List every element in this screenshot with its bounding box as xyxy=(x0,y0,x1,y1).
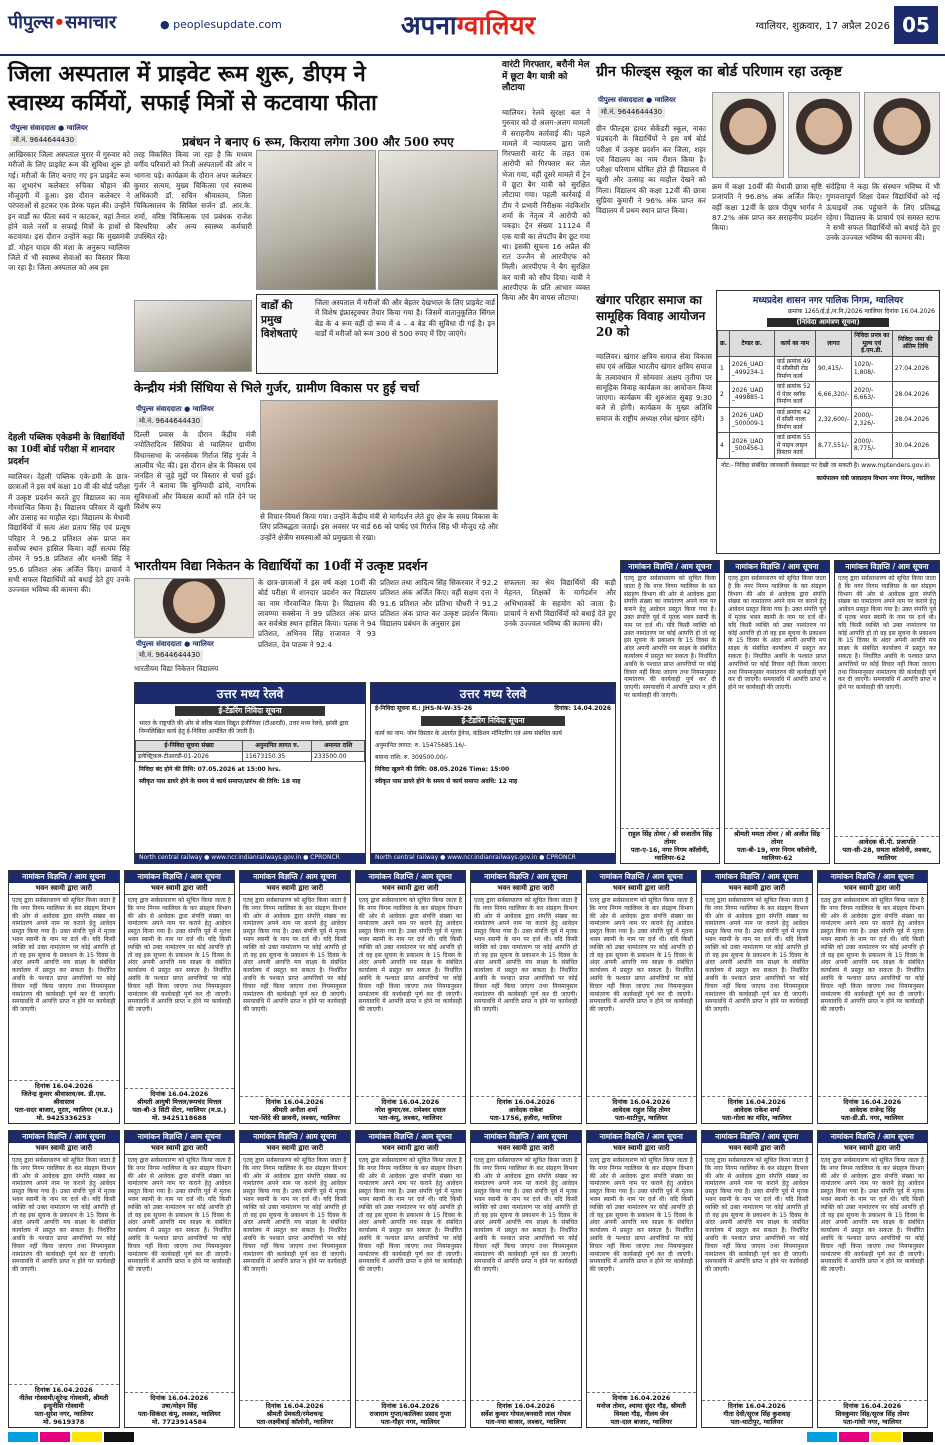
mc-header: क्र. xyxy=(718,331,730,357)
mc-cell: 2000/- 8,775/- xyxy=(851,433,892,459)
railway-tender-2-date: दिनांक: 14.04.2026 xyxy=(554,705,611,712)
notice-address: पता-थाटीपुर, ग्वालियर xyxy=(615,1114,668,1122)
notice-box xyxy=(586,870,698,1124)
railway-tender-2-tagline: स्वीकृत पास डायरे होने के समय से कार्य समाप्त अवधि: 12 माह xyxy=(375,778,518,785)
lead-deck: प्रबंधन ने बनाए 6 रूम, किराया लगेगा 300 और 500 रुपए xyxy=(182,135,454,149)
bvn-headline: भारतीयम विद्या निकेतन के विद्यार्थियों का 10वीं में उत्कृष्ट प्रदर्शन xyxy=(134,558,428,573)
notice-body: एतद् द्वारा सर्वसाधारण को सूचित किया जाता है कि नगर निगम ग्वालियर के कर संग्रहण विभाग की ओर से आवेदक द्वारा संपत्ति संख्या का नामांतरण अपने नाम पर कराने हेतु आवेदन प्रस्तुत किया गया है। उक्त संपत्ति पूर्व में मृतक भवन स्वामी के नाम पर दर्ज थी। यदि किसी व्यक्ति को उक्त नामांतरण पर कोई आपत्ति हो तो वह इस सूचना के प्रकाशन के 15 दिवस के अंदर अपनी आपत्ति मय साक्ष्य के संबंधित कार्यालय में प्रस्तुत कर सकता है। निर्धारित अवधि के पश्चात प्राप्त आपत्तियों पर कोई विचार नहीं किया जाएगा तथा नियमानुसार नामांतरण की कार्यवाही पूर्ण कर दी जाएगी। समयावधि में आपत्ति प्राप्त न होने पर कार्यवाही की जाएगी। xyxy=(705,1157,809,1274)
railway-tender-2-strip[interactable]: North central railway ● www.ncr.indianrailways.gov.in ● CPRONCR xyxy=(371,853,615,863)
notice-box xyxy=(701,870,813,1124)
student-photo-3 xyxy=(864,92,940,178)
mc-header: निविदा प्रपत्र का मूल्य एवं ई.एम.डी. xyxy=(851,331,892,357)
notice-title: नामांकन विज्ञप्ति / आम सूचना xyxy=(621,561,719,573)
notice-subtitle: भवन स्वामी द्वारा जारी xyxy=(702,1143,812,1155)
notice-box xyxy=(470,1130,582,1428)
mc-cell: वार्ड क्रमांक 49 में सीसीसी रोड निर्माण कार्य xyxy=(774,356,815,382)
notice-date: दिनांक 16.04.2026 xyxy=(727,1402,786,1410)
student-photo-2 xyxy=(788,92,860,178)
notice-body: एतद् द्वारा सर्वसाधारण को सूचित किया जाता है कि नगर निगम ग्वालियर के कर संग्रहण विभाग की ओर से आवेदक द्वारा संपत्ति संख्या का नामांतरण अपने नाम पर कराने हेतु आवेदन प्रस्तुत किया गया है। उक्त संपत्ति पूर्व में मृतक भवन स्वामी के नाम पर दर्ज थी। यदि किसी व्यक्ति को उक्त नामांतरण पर कोई आपत्ति हो तो वह इस सूचना के प्रकाशन के 15 दिवस के अंदर अपनी आपत्ति मय साक्ष्य के संबंधित कार्यालय में प्रस्तुत कर सकता है। निर्धारित अवधि के पश्चात प्राप्त आपत्तियों पर कोई विचार नहीं किया जाएगा तथा नियमानुसार नामांतरण की कार्यवाही पूर्ण कर दी जाएगी। समयावधि में आपत्ति प्राप्त न होने पर कार्यवाही की जाएगी। xyxy=(358,1157,462,1274)
mc-header: निविदा जमा की अंतिम तिथि xyxy=(892,331,938,357)
notice-body: एतद् द्वारा सर्वसाधारण को सूचित किया जाता है कि नगर निगम ग्वालियर के कर संग्रहण विभाग की ओर से आवेदक द्वारा संपत्ति संख्या का नामांतरण अपने नाम पर कराने हेतु आवेदन प्रस्तुत किया गया है। उक्त संपत्ति पूर्व में मृतक भवन स्वामी के नाम पर दर्ज थी। यदि किसी व्यक्ति को उक्त नामांतरण पर कोई आपत्ति हो तो वह इस सूचना के प्रकाशन के 15 दिवस के अंदर अपनी आपत्ति मय साक्ष्य के संबंधित कार्यालय में प्रस्तुत कर सकता है। निर्धारित अवधि के पश्चात प्राप्त आपत्तियों पर कोई विचार नहीं किया जाएगा तथा नियमानुसार नामांतरण की कार्यवाही पूर्ण कर दी जाएगी। समयावधि में आपत्ति प्राप्त न होने पर कार्यवाही की जाएगी। xyxy=(12,897,116,1014)
notice-applicant: श्रीमती ममता तोमर / श्री अजीत सिंह तोमर xyxy=(733,830,821,846)
masthead xyxy=(0,0,945,56)
notice-applicant: आवेदक राकेश शर्मा xyxy=(733,1106,780,1114)
railway-1-header: अनुमानित लागत रु. xyxy=(243,741,312,752)
railway-tender-2-work: कार्य का नाम: जोन विस्तार के अंतर्गत ड्रेनेज, कंडिशन मॉनिटरिंग एवं अन्य संबंधित कार्य xyxy=(375,730,562,737)
mc-cell: 2020/- 6,663/- xyxy=(851,382,892,408)
notice-subtitle: भवन स्वामी द्वारा जारी xyxy=(240,1143,350,1155)
notice-footer xyxy=(9,1384,119,1427)
notice-mobile: मो. 7723914584 xyxy=(151,1418,207,1426)
notice-footer xyxy=(471,1400,581,1427)
notice-address: पता-गोला का मंदिर, ग्वालियर xyxy=(722,1114,792,1122)
mc-cell: 27.04.2026 xyxy=(892,356,938,382)
registration-mark-cyan xyxy=(8,1432,38,1442)
notice-body: एतद् द्वारा सर्वसाधारण को सूचित किया जाता है कि नगर निगम ग्वालियर के कर संग्रहण विभाग की ओर से आवेदक द्वारा संपत्ति संख्या का नामांतरण अपने नाम पर कराने हेतु आवेदन प्रस्तुत किया गया है। उक्त संपत्ति पूर्व में मृतक भवन स्वामी के नाम पर दर्ज थी। यदि किसी व्यक्ति को उक्त नामांतरण पर कोई आपत्ति हो तो वह इस सूचना के प्रकाशन के 15 दिवस के अंदर अपनी आपत्ति मय साक्ष्य के संबंधित कार्यालय में प्रस्तुत कर सकता है। निर्धारित अवधि के पश्चात प्राप्त आपत्तियों पर कोई विचार नहीं किया जाएगा तथा नियमानुसार नामांतरण की कार्यवाही पूर्ण कर दी जाएगी। समयावधि में आपत्ति प्राप्त न होने पर कार्यवाही की जाएगी। xyxy=(820,897,924,1014)
mc-cell: 2 xyxy=(718,382,730,408)
notice-subtitle: भवन स्वामी द्वारा जारी xyxy=(240,883,350,895)
railway-1-cell: इलेक्ट्रिकल-टीआरडी-01-2026 xyxy=(136,751,243,762)
railway-tender-1-body: भारत के राष्ट्रपति की ओर से वरिष्ठ मंडल विद्युत इंजीनियर (टीआरडी), उत्तर मध्य रेलवे, झांसी द्वारा निम्नलिखित कार्य हेतु ई-निविदा आमंत्रित की जाती है। xyxy=(139,720,349,735)
scindia-meeting-photo xyxy=(260,400,498,510)
mc-cell: 2026_UAD _500456-1 xyxy=(729,433,774,459)
registration-mark-cyan xyxy=(807,1432,837,1442)
notice-applicant: आवेदक राजेन्द्र सिंह xyxy=(848,1106,896,1114)
notice-date: दिनांक 16.04.2026 xyxy=(612,1394,671,1402)
mc-cell: 2,32,600/- xyxy=(815,407,851,433)
lead-column-1: आखिरकार जिला अस्पताल मुरार में गुरुवार को मरीजों के लिए प्राइवेट रूम की सुविधा शुरू हो गई। मरीजों के लिए बनाए गए इन प्राइवेट रूम का शुभारंभ कलेक्टर रुचिका चौहान की मौजूदगी में हुआ। इस दौरान कलेक्टर ने परंपराओं से हटकर एक प्रेरक पहल की। उन्होंने इन वार्डों का फीता स्वयं न काटकर, वहां तैनात होने वाले नर्सों व सफाई मित्रों के हाथों से कटवाया। इस दौरान उन्होंने कहा कि मुख्यमंत्री डॉ. मोहन यादव की मंशा के अनुरूप ग्वालियर जिले में भी स्वास्थ्य सेवाओं का विस्तार किया जा रहा है। जिला अस्पताल को अब इस xyxy=(8,150,130,273)
logo-text: पीपुल्स xyxy=(8,12,54,33)
notice-subtitle: भवन स्वामी द्वारा जारी xyxy=(818,883,928,895)
railway-tender-2-meta xyxy=(371,704,615,714)
notice-date: दिनांक 16.04.2026 xyxy=(727,1098,786,1106)
bvn-column-3: सफलता का श्रेय विद्यार्थियों की कड़ी मेहनत, शिक्षकों के मार्गदर्शन और अभिभावकों के सहयोग को जाता है। प्राचार्य ने सभी विद्यार्थियों को बधाई देते हुए उनके उज्ज्वल भविष्य की कामना की। xyxy=(504,578,616,629)
scindia-byline: पीपुल्स संवाददाता ● ग्वालियर xyxy=(136,405,214,413)
notice-date: दिनांक 16.04.2026 xyxy=(34,1386,93,1394)
notice-title: नामांकन विज्ञप्ति / आम सूचना xyxy=(471,1131,581,1143)
notice-title: नामांकन विज्ञप्ति / आम सूचना xyxy=(356,1131,466,1143)
notice-body: एतद् द्वारा सर्वसाधारण को सूचित किया जाता है कि नगर निगम ग्वालियर के कर संग्रहण विभाग की ओर से आवेदक द्वारा संपत्ति संख्या का नामांतरण अपने नाम पर कराने हेतु आवेदन प्रस्तुत किया गया है। उक्त संपत्ति पूर्व में मृतक भवन स्वामी के नाम पर दर्ज थी। यदि किसी व्यक्ति को उक्त नामांतरण पर कोई आपत्ति हो तो वह इस सूचना के प्रकाशन के 15 दिवस के अंदर अपनी आपत्ति मय साक्ष्य के संबंधित कार्यालय में प्रस्तुत कर सकता है। निर्धारित अवधि के पश्चात प्राप्त आपत्तियों पर कोई विचार नहीं किया जाएगा तथा नियमानुसार नामांतरण की कार्यवाही पूर्ण कर दी जाएगी। समयावधि में आपत्ति प्राप्त न होने पर कार्यवाही की जाएगी। xyxy=(838,575,936,692)
notice-subtitle: भवन स्वामी द्वारा जारी xyxy=(356,883,466,895)
side-notice-2 xyxy=(724,560,830,864)
registration-mark-magenta xyxy=(839,1432,869,1442)
notice-footer xyxy=(9,1080,119,1123)
site-url[interactable]: ● peoplesupdate.com xyxy=(160,18,282,31)
railway-1-header: अमानत राशि xyxy=(312,741,365,752)
notice-title: नामांकन विज्ञप्ति / आम सूचना xyxy=(725,561,829,573)
notice-body: एतद् द्वारा सर्वसाधारण को सूचित किया जाता है कि नगर निगम ग्वालियर के कर संग्रहण विभाग की ओर से आवेदक द्वारा संपत्ति संख्या का नामांतरण अपने नाम पर कराने हेतु आवेदन प्रस्तुत किया गया है। उक्त संपत्ति पूर्व में मृतक भवन स्वामी के नाम पर दर्ज थी। यदि किसी व्यक्ति को उक्त नामांतरण पर कोई आपत्ति हो तो वह इस सूचना के प्रकाशन के 15 दिवस के अंदर अपनी आपत्ति मय साक्ष्य के संबंधित कार्यालय में प्रस्तुत कर सकता है। निर्धारित अवधि के पश्चात प्राप्त आपत्तियों पर कोई विचार नहीं किया जाएगा तथा नियमानुसार नामांतरण की कार्यवाही पूर्ण कर दी जाएगी। समयावधि में आपत्ति प्राप्त न होने पर कार्यवाही की जाएगी। xyxy=(12,1157,116,1274)
ward-features-box xyxy=(256,294,498,374)
mc-cell: 30.04.2026 xyxy=(892,433,938,459)
notice-applicant: जितेन्द्र कुमार श्रीवास्तव/स्व. डी.एस. श्रीवास्तव xyxy=(21,1090,107,1106)
notice-address: पता-बी-3 सिटी सेंटर, ग्वालियर (म.प्र.) xyxy=(132,1106,227,1114)
railway-tender-1-title: उत्तर मध्य रेलवे xyxy=(135,683,365,704)
notice-subtitle: भवन स्वामी द्वारा जारी xyxy=(587,883,697,895)
mc-cell: 28.04.2026 xyxy=(892,407,938,433)
mc-header: लागत xyxy=(815,331,851,357)
notice-box xyxy=(586,1130,698,1428)
notice-subtitle: भवन स्वामी द्वारा जारी xyxy=(818,1143,928,1155)
lead-byline: पीपुल्स संवाददाता ● ग्वालियर xyxy=(10,124,88,132)
notice-address: पता-सी-28, समता कॉलोनी, लश्कर, ग्वालियर xyxy=(842,846,932,862)
side-notice-1 xyxy=(620,560,720,864)
khangar-text: ग्वालियर। खंगार क्षत्रिय समाज सेवा विकास संघ एवं अखिल भारतीय खंगार क्षत्रिय समाज के तत्वावधान में सोमवार अक्षय तृतीया पर सामूहिक विवाह कार्यक्रम का आयोजन किया जाएगा। कार्यक्रम की शुरुआत सुबह 9:30 बजे से होगी। कार्यक्रम के मुख्य अतिथि समाज के राष्ट्रीय अध्यक्ष रमेश खंगार रहेंगे। xyxy=(596,352,712,423)
notice-applicant: मनोज तोमर, श्यामा सुंदर गौड़, श्रीमती विमला गौड़, नीलम जेन xyxy=(596,1402,686,1418)
dateline: ग्वालियर, शुक्रवार, 17 अप्रैल 2026 xyxy=(755,21,890,32)
notice-title: नामांकन विज्ञप्ति / आम सूचना xyxy=(240,871,350,883)
notice-address: पता-कंपू, लश्कर, ग्वालियर xyxy=(378,1114,442,1122)
notice-title: नामांकन विज्ञप्ति / आम सूचना xyxy=(9,1131,119,1143)
hospital-bed-photo xyxy=(134,300,252,372)
bvn-byline: पीपुल्स संवाददाता ● ग्वालियर xyxy=(136,640,214,648)
notice-title: नामांकन विज्ञप्ति / आम सूचना xyxy=(835,561,939,573)
notice-body: एतद् द्वारा सर्वसाधारण को सूचित किया जाता है कि नगर निगम ग्वालियर के कर संग्रहण विभाग की ओर से आवेदक द्वारा संपत्ति संख्या का नामांतरण अपने नाम पर कराने हेतु आवेदन प्रस्तुत किया गया है। उक्त संपत्ति पूर्व में मृतक भवन स्वामी के नाम पर दर्ज थी। यदि किसी व्यक्ति को उक्त नामांतरण पर कोई आपत्ति हो तो वह इस सूचना के प्रकाशन के 15 दिवस के अंदर अपनी आपत्ति मय साक्ष्य के संबंधित कार्यालय में प्रस्तुत कर सकता है। निर्धारित अवधि के पश्चात प्राप्त आपत्तियों पर कोई विचार नहीं किया जाएगा तथा नियमानुसार नामांतरण की कार्यवाही पूर्ण कर दी जाएगी। समयावधि में आपत्ति प्राप्त न होने पर कार्यवाही की जाएगी। xyxy=(624,575,716,699)
page-number: 05 xyxy=(894,6,938,44)
notice-footer xyxy=(835,836,939,863)
green-fields-column-2: क्रम में कक्षा 10वीं की मेधावी छात्रा सृष्टि प्रजापति ने 96.8% अंक अर्जित किए। वहीं कक्षा 12वीं के छात्र पीयूष भार्गव ने 87.2% अंक प्राप्त कर सराहनीय प्रदर्शन किया। xyxy=(712,182,822,233)
notice-box xyxy=(239,870,351,1124)
scindia-mobile: मो.नं. 9644644430 xyxy=(136,416,203,427)
notice-footer xyxy=(818,1096,928,1123)
notice-footer xyxy=(587,1096,697,1123)
notice-title: नामांकन विज्ञप्ति / आम सूचना xyxy=(125,871,235,883)
notice-box xyxy=(124,1130,236,1428)
green-fields-headline: ग्रीन फील्ड्स स्कूल का बोर्ड परिणाम रहा उत्कृष्ट xyxy=(596,63,843,80)
notice-footer xyxy=(356,1400,466,1427)
notice-title: नामांकन विज्ञप्ति / आम सूचना xyxy=(702,1131,812,1143)
registration-mark-yellow xyxy=(72,1432,102,1442)
notice-date: दिनांक 16.04.2026 xyxy=(34,1082,93,1090)
railway-tender-2-no: ई-निविदा सूचना सं.: JHS-N-W-35-26 xyxy=(375,705,473,712)
notice-date: दिनांक 16.04.2026 xyxy=(381,1098,440,1106)
notice-applicant: नरेश कुमार/स्व. रामेश्वर दयाल xyxy=(374,1106,446,1114)
logo-dot: • xyxy=(53,12,66,33)
notice-body: एतद् द्वारा सर्वसाधारण को सूचित किया जाता है कि नगर निगम ग्वालियर के कर संग्रहण विभाग की ओर से आवेदक द्वारा संपत्ति संख्या का नामांतरण अपने नाम पर कराने हेतु आवेदन प्रस्तुत किया गया है। उक्त संपत्ति पूर्व में मृतक भवन स्वामी के नाम पर दर्ज थी। यदि किसी व्यक्ति को उक्त नामांतरण पर कोई आपत्ति हो तो वह इस सूचना के प्रकाशन के 15 दिवस के अंदर अपनी आपत्ति मय साक्ष्य के संबंधित कार्यालय में प्रस्तुत कर सकता है। निर्धारित अवधि के पश्चात प्राप्त आपत्तियों पर कोई विचार नहीं किया जाएगा तथा नियमानुसार नामांतरण की कार्यवाही पूर्ण कर दी जाएगी। समयावधि में आपत्ति प्राप्त न होने पर कार्यवाही की जाएगी। xyxy=(127,897,231,1014)
student-photo-1 xyxy=(712,92,784,178)
scindia-column-2: से विचार-विमर्श किया गया। उन्होंने केंद्रीय मंत्री से मार्गदर्शन लेते हुए क्षेत्र के समग्र विकास के लिए प्रतिबद्धता जताई। इस अवसर पर वार्ड 66 को पार्षद एवं गिर्राज सिंह भी मौजूद रहे और उन्होंने क्षेत्रीय समस्याओं को प्रमुखता से रखा। xyxy=(260,512,498,542)
bvn-column-2: प्रतिशत तथा आदित्य सिंह सिकरवार ने 92.2 प्रतिशत अंक अर्जित किए। वहीं सक्षम दत्ता ने 91.6 प्रतिशत और प्रतिभा चौधरी ने 91.2 प्रतिशत अंक प्राप्त कर उत्कृष्ट प्रदर्शन किया। विद्यालय प्रबंधन के अनुसार इस xyxy=(380,578,498,629)
notice-date: दिनांक 16.04.2026 xyxy=(150,1394,209,1402)
green-fields-column-3: संदेहिया ने कहा कि संस्थान भविष्य में भी गुणवत्तापूर्ण शिक्षा देकर विद्यार्थियों को नई ऊंचाइयों तक पहुंचाने के लिए प्रतिबद्ध रहेगा। विद्यालय के प्राचार्य एवं समस्त स्टाफ ने सभी सफल विद्यार्थियों को बधाई देते हुए उनके उज्ज्वल भविष्य की कामना की। xyxy=(826,182,940,243)
mc-cell: 2026_UAD _499885-1 xyxy=(729,382,774,408)
mc-cell: 3 xyxy=(718,407,730,433)
mc-cell: 6,66,320/- xyxy=(815,382,851,408)
notice-address: पता-नया बाजार, लश्कर, ग्वालियर xyxy=(485,1418,566,1426)
notice-address: पता-लक्ष्मीबाई कॉलोनी, ग्वालियर xyxy=(256,1418,334,1426)
mc-cell: वार्ड क्रमांक 42 में सीसी नाला निर्माण कार्य xyxy=(774,407,815,433)
notice-footer xyxy=(240,1400,350,1427)
section-title-main: अपना xyxy=(400,11,457,41)
railway-1-cell: 11673150.35 xyxy=(243,751,312,762)
ribbon-cutting-photo xyxy=(378,150,498,290)
notice-applicant: राहुल सिंह तोमर / श्री सजातीय सिंह तोमर xyxy=(627,830,713,846)
notice-address: पता-सदर बाजार, मुरार, ग्वालियर (म.प्र.) xyxy=(14,1106,113,1114)
notice-subtitle: भवन स्वामी द्वारा जारी xyxy=(125,1143,235,1155)
notice-body: एतद् द्वारा सर्वसाधारण को सूचित किया जाता है कि नगर निगम ग्वालियर के कर संग्रहण विभाग की ओर से आवेदक द्वारा संपत्ति संख्या का नामांतरण अपने नाम पर कराने हेतु आवेदन प्रस्तुत किया गया है। उक्त संपत्ति पूर्व में मृतक भवन स्वामी के नाम पर दर्ज थी। यदि किसी व्यक्ति को उक्त नामांतरण पर कोई आपत्ति हो तो वह इस सूचना के प्रकाशन के 15 दिवस के अंदर अपनी आपत्ति मय साक्ष्य के संबंधित कार्यालय में प्रस्तुत कर सकता है। निर्धारित अवधि के पश्चात प्राप्त आपत्तियों पर कोई विचार नहीं किया जाएगा तथा नियमानुसार नामांतरण की कार्यवाही पूर्ण कर दी जाएगी। समयावधि में आपत्ति प्राप्त न होने पर कार्यवाही की जाएगी। xyxy=(243,1157,347,1274)
side-notice-3 xyxy=(834,560,940,864)
notice-mobile: मो. 9425336253 xyxy=(36,1114,92,1122)
mc-cell: 90,415/- xyxy=(815,356,851,382)
notice-applicant: आवेदक राहुल सिंह तोमर xyxy=(612,1106,671,1114)
notice-box xyxy=(817,870,929,1124)
mc-cell: 2000/- 2,326/- xyxy=(851,407,892,433)
notice-body: एतद् द्वारा सर्वसाधारण को सूचित किया जाता है कि नगर निगम ग्वालियर के कर संग्रहण विभाग की ओर से आवेदक द्वारा संपत्ति संख्या का नामांतरण अपने नाम पर कराने हेतु आवेदन प्रस्तुत किया गया है। उक्त संपत्ति पूर्व में मृतक भवन स्वामी के नाम पर दर्ज थी। यदि किसी व्यक्ति को उक्त नामांतरण पर कोई आपत्ति हो तो वह इस सूचना के प्रकाशन के 15 दिवस के अंदर अपनी आपत्ति मय साक्ष्य के संबंधित कार्यालय में प्रस्तुत कर सकता है। निर्धारित अवधि के पश्चात प्राप्त आपत्तियों पर कोई विचार नहीं किया जाएगा तथा नियमानुसार नामांतरण की कार्यवाही पूर्ण कर दी जाएगी। समयावधि में आपत्ति प्राप्त न होने पर कार्यवाही की जाएगी। xyxy=(358,897,462,1014)
notice-footer xyxy=(125,1392,235,1427)
notice-box xyxy=(817,1130,929,1428)
notice-date: दिनांक 16.04.2026 xyxy=(843,1402,902,1410)
notice-footer xyxy=(125,1088,235,1123)
notice-mobile: मो. 9425118688 xyxy=(151,1114,207,1122)
notice-body: एतद् द्वारा सर्वसाधारण को सूचित किया जाता है कि नगर निगम ग्वालियर के कर संग्रहण विभाग की ओर से आवेदक द्वारा संपत्ति संख्या का नामांतरण अपने नाम पर कराने हेतु आवेदन प्रस्तुत किया गया है। उक्त संपत्ति पूर्व में मृतक भवन स्वामी के नाम पर दर्ज थी। यदि किसी व्यक्ति को उक्त नामांतरण पर कोई आपत्ति हो तो वह इस सूचना के प्रकाशन के 15 दिवस के अंदर अपनी आपत्ति मय साक्ष्य के संबंधित कार्यालय में प्रस्तुत कर सकता है। निर्धारित अवधि के पश्चात प्राप्त आपत्तियों पर कोई विचार नहीं किया जाएगा तथा नियमानुसार नामांतरण की कार्यवाही पूर्ण कर दी जाएगी। समयावधि में आपत्ति प्राप्त न होने पर कार्यवाही की जाएगी। xyxy=(820,1157,924,1274)
railway-tender-1-strip[interactable]: North central railway ● www.ncr.indianrailways.gov.in ● CPRONCR xyxy=(135,853,365,863)
mc-cell: वार्ड क्रमांक 55 में पाइप लाइन विस्तार कार्य xyxy=(774,433,815,459)
notice-title: नामांकन विज्ञप्ति / आम सूचना xyxy=(587,871,697,883)
notice-applicant: श्रीमती अनीता शर्मा xyxy=(272,1106,318,1114)
notice-subtitle: भवन स्वामी द्वारा जारी xyxy=(125,883,235,895)
notice-address: पता-दाल बाजार, ग्वालियर xyxy=(610,1418,672,1426)
bvn-student-photo xyxy=(134,578,254,638)
notice-address: पता-गांधी नगर, ग्वालियर xyxy=(843,1418,902,1426)
table-row xyxy=(718,382,939,408)
green-fields-byline: पीपुल्स संवाददाता ● ग्वालियर xyxy=(598,96,676,104)
municipal-tender xyxy=(716,290,940,554)
mc-cell: 28.04.2026 xyxy=(892,382,938,408)
khangar-headline: खंगार परिहार समाज का सामूहिक विवाह आयोजन 20 को xyxy=(596,293,706,339)
municipal-tender-table xyxy=(717,330,939,459)
railway-tender-2-title: उत्तर मध्य रेलवे xyxy=(371,683,615,704)
notice-title: नामांकन विज्ञप्ति / आम सूचना xyxy=(471,871,581,883)
mc-header: कार्य का नाम xyxy=(774,331,815,357)
notice-address: पता-बी-19, नगर निगम कॉलोनी, ग्वालियर-62 xyxy=(736,846,818,862)
notice-box xyxy=(8,870,120,1124)
notice-applicant: शिवकुमार सिंह/सूरज सिंह तोमर xyxy=(835,1410,910,1418)
railway-tender-2-emd: बयाना राशि: रु. 309500.00/- xyxy=(375,754,448,761)
notice-body: एतद् द्वारा सर्वसाधारण को सूचित किया जाता है कि नगर निगम ग्वालियर के कर संग्रहण विभाग की ओर से आवेदक द्वारा संपत्ति संख्या का नामांतरण अपने नाम पर कराने हेतु आवेदन प्रस्तुत किया गया है। उक्त संपत्ति पूर्व में मृतक भवन स्वामी के नाम पर दर्ज थी। यदि किसी व्यक्ति को उक्त नामांतरण पर कोई आपत्ति हो तो वह इस सूचना के प्रकाशन के 15 दिवस के अंदर अपनी आपत्ति मय साक्ष्य के संबंधित कार्यालय में प्रस्तुत कर सकता है। निर्धारित अवधि के पश्चात प्राप्त आपत्तियों पर कोई विचार नहीं किया जाएगा तथा नियमानुसार नामांतरण की कार्यवाही पूर्ण कर दी जाएगी। समयावधि में आपत्ति प्राप्त न होने पर कार्यवाही की जाएगी। xyxy=(243,897,347,1014)
notice-subtitle: भवन स्वामी द्वारा जारी xyxy=(587,1143,697,1155)
ward-features-title: वार्डों की प्रमुख विशेषताएं xyxy=(261,300,298,340)
notice-title: नामांकन विज्ञप्ति / आम सूचना xyxy=(818,871,928,883)
notice-applicant: आवेदक बी.पी. प्रजापति xyxy=(858,838,916,846)
notice-applicant: राजाराम गुप्ता/कालिका प्रसाद गुप्ता xyxy=(369,1410,452,1418)
notice-body: एतद् द्वारा सर्वसाधारण को सूचित किया जाता है कि नगर निगम ग्वालियर के कर संग्रहण विभाग की ओर से आवेदक द्वारा संपत्ति संख्या का नामांतरण अपने नाम पर कराने हेतु आवेदन प्रस्तुत किया गया है। उक्त संपत्ति पूर्व में मृतक भवन स्वामी के नाम पर दर्ज थी। यदि किसी व्यक्ति को उक्त नामांतरण पर कोई आपत्ति हो तो वह इस सूचना के प्रकाशन के 15 दिवस के अंदर अपनी आपत्ति मय साक्ष्य के संबंधित कार्यालय में प्रस्तुत कर सकता है। निर्धारित अवधि के पश्चात प्राप्त आपत्तियों पर कोई विचार नहीं किया जाएगा तथा नियमानुसार नामांतरण की कार्यवाही पूर्ण कर दी जाएगी। समयावधि में आपत्ति प्राप्त न होने पर कार्यवाही की जाएगी। xyxy=(728,575,826,692)
mc-cell: 4 xyxy=(718,433,730,459)
notice-applicant: श्रीमती आयुषी मित्तल/रूपचंद मित्तल xyxy=(137,1098,222,1106)
notice-footer xyxy=(702,1400,812,1427)
notice-address: पता-शिंदे की छावनी, लश्कर, ग्वालियर xyxy=(249,1114,340,1122)
notice-title: नामांकन विज्ञप्ति / आम सूचना xyxy=(9,871,119,883)
registration-mark-black xyxy=(903,1432,933,1442)
mc-cell: 1020/- 1,808/- xyxy=(851,356,892,382)
notice-address: पता-ए-16, नगर निगम कॉलोनी, ग्वालियर-62 xyxy=(630,846,710,862)
notice-date: दिनांक 16.04.2026 xyxy=(265,1402,324,1410)
notice-applicant: आवेदक राकेश xyxy=(508,1106,543,1114)
notice-address: पता-सुरेश नगर, ग्वालियर xyxy=(34,1410,94,1418)
lead-mobile: मो.नं. 9644644430 xyxy=(10,135,77,146)
notice-box xyxy=(701,1130,813,1428)
registration-mark-black xyxy=(104,1432,134,1442)
notice-subtitle: भवन स्वामी द्वारा जारी xyxy=(9,883,119,895)
notice-title: नामांकन विज्ञप्ति / आम सूचना xyxy=(125,1131,235,1143)
dps-headline: देहली पब्लिक एकेडमी के विद्यार्थियों का 10वीं बोर्ड परीक्षा में शानदार प्रदर्शन xyxy=(8,433,125,467)
logo-suffix: समाचार xyxy=(65,12,117,33)
notice-date: दिनांक 16.04.2026 xyxy=(843,1098,902,1106)
municipal-tender-note[interactable]: नोट:- निविदा संबंधित जानकारी वेबसाइट पर देखी जा सकती है। www.mptenders.gov.in xyxy=(721,461,930,469)
newspaper-logo[interactable] xyxy=(8,10,116,34)
notice-body: एतद् द्वारा सर्वसाधारण को सूचित किया जाता है कि नगर निगम ग्वालियर के कर संग्रहण विभाग की ओर से आवेदक द्वारा संपत्ति संख्या का नामांतरण अपने नाम पर कराने हेतु आवेदन प्रस्तुत किया गया है। उक्त संपत्ति पूर्व में मृतक भवन स्वामी के नाम पर दर्ज थी। यदि किसी व्यक्ति को उक्त नामांतरण पर कोई आपत्ति हो तो वह इस सूचना के प्रकाशन के 15 दिवस के अंदर अपनी आपत्ति मय साक्ष्य के संबंधित कार्यालय में प्रस्तुत कर सकता है। निर्धारित अवधि के पश्चात प्राप्त आपत्तियों पर कोई विचार नहीं किया जाएगा तथा नियमानुसार नामांतरण की कार्यवाही पूर्ण कर दी जाएगी। समयावधि में आपत्ति प्राप्त न होने पर कार्यवाही की जाएगी। xyxy=(474,1157,578,1274)
table-row xyxy=(718,356,939,382)
railway-tender-1-tagline: स्वीकृत पास डायरे होने के समय से कार्य समाप्त/प्रारंभ की तिथि: 18 माह xyxy=(139,778,301,785)
mc-cell: वार्ड क्रमांक 52 में पेवर ब्लॉक निर्माण कार्य xyxy=(774,382,815,408)
municipal-tender-sign: कार्यपालन यंत्री जलप्रदाय विभाग नगर निगम, ग्वालियर xyxy=(816,474,935,482)
notice-address: पता-गौहर नगर, ग्वालियर xyxy=(380,1418,440,1426)
notice-applicant: नीतेश गोस्वामी/शुरेन्द्र गोस्वामी, श्रीमती इन्दुनीशि गोस्वामी xyxy=(19,1394,109,1410)
notice-applicant: श्रीमती प्रेमवती/रमेशचन्द्र xyxy=(266,1410,323,1418)
notice-footer xyxy=(471,1096,581,1123)
notice-body: एतद् द्वारा सर्वसाधारण को सूचित किया जाता है कि नगर निगम ग्वालियर के कर संग्रहण विभाग की ओर से आवेदक द्वारा संपत्ति संख्या का नामांतरण अपने नाम पर कराने हेतु आवेदन प्रस्तुत किया गया है। उक्त संपत्ति पूर्व में मृतक भवन स्वामी के नाम पर दर्ज थी। यदि किसी व्यक्ति को उक्त नामांतरण पर कोई आपत्ति हो तो वह इस सूचना के प्रकाशन के 15 दिवस के अंदर अपनी आपत्ति मय साक्ष्य के संबंधित कार्यालय में प्रस्तुत कर सकता है। निर्धारित अवधि के पश्चात प्राप्त आपत्तियों पर कोई विचार नहीं किया जाएगा तथा नियमानुसार नामांतरण की कार्यवाही पूर्ण कर दी जाएगी। समयावधि में आपत्ति प्राप्त न होने पर कार्यवाही की जाएगी। xyxy=(474,897,578,1014)
notice-date: दिनांक 16.04.2026 xyxy=(381,1402,440,1410)
railway-tender-1-footer: निविदा बंद होने की तिथि: 07.05.2026 at 15:00 hrs. xyxy=(139,766,281,773)
lead-headline-line-2: स्वास्थ्य कर्मियों, सफाई मित्रों से कटवाया फीता xyxy=(8,90,377,116)
notice-title: नामांकन विज्ञप्ति / आम सूचना xyxy=(356,871,466,883)
notice-box xyxy=(239,1130,351,1428)
mc-cell: 2026_UAD _499234-1 xyxy=(729,356,774,382)
notice-box xyxy=(355,870,467,1124)
railway-1-cell: 233500.00 xyxy=(312,751,365,762)
notice-body: एतद् द्वारा सर्वसाधारण को सूचित किया जाता है कि नगर निगम ग्वालियर के कर संग्रहण विभाग की ओर से आवेदक द्वारा संपत्ति संख्या का नामांतरण अपने नाम पर कराने हेतु आवेदन प्रस्तुत किया गया है। उक्त संपत्ति पूर्व में मृतक भवन स्वामी के नाम पर दर्ज थी। यदि किसी व्यक्ति को उक्त नामांतरण पर कोई आपत्ति हो तो वह इस सूचना के प्रकाशन के 15 दिवस के अंदर अपनी आपत्ति मय साक्ष्य के संबंधित कार्यालय में प्रस्तुत कर सकता है। निर्धारित अवधि के पश्चात प्राप्त आपत्तियों पर कोई विचार नहीं किया जाएगा तथा नियमानुसार नामांतरण की कार्यवाही पूर्ण कर दी जाएगी। समयावधि में आपत्ति प्राप्त न होने पर कार्यवाही की जाएगी। xyxy=(589,1157,693,1274)
mc-cell: 2026_UAD _500009-1 xyxy=(729,407,774,433)
notice-box xyxy=(470,870,582,1124)
registration-mark-magenta xyxy=(40,1432,70,1442)
notice-date: दिनांक 16.04.2026 xyxy=(612,1098,671,1106)
notice-subtitle: भवन स्वामी द्वारा जारी xyxy=(471,883,581,895)
hospital-room-photo xyxy=(256,150,376,290)
notice-footer xyxy=(725,828,829,863)
mc-header: टेण्डर क्र. xyxy=(729,331,774,357)
municipal-tender-sub: (निविदा आमंत्रण सूचना) xyxy=(767,318,889,327)
notice-subtitle: भवन स्वामी द्वारा जारी xyxy=(356,1143,466,1155)
notice-title: नामांकन विज्ञप्ति / आम सूचना xyxy=(818,1131,928,1143)
notice-applicant: गीता देवी/सूरज सिंह कुशवाह xyxy=(723,1410,791,1418)
notice-body: एतद् द्वारा सर्वसाधारण को सूचित किया जाता है कि नगर निगम ग्वालियर के कर संग्रहण विभाग की ओर से आवेदक द्वारा संपत्ति संख्या का नामांतरण अपने नाम पर कराने हेतु आवेदन प्रस्तुत किया गया है। उक्त संपत्ति पूर्व में मृतक भवन स्वामी के नाम पर दर्ज थी। यदि किसी व्यक्ति को उक्त नामांतरण पर कोई आपत्ति हो तो वह इस सूचना के प्रकाशन के 15 दिवस के अंदर अपनी आपत्ति मय साक्ष्य के संबंधित कार्यालय में प्रस्तुत कर सकता है। निर्धारित अवधि के पश्चात प्राप्त आपत्तियों पर कोई विचार नहीं किया जाएगा तथा नियमानुसार नामांतरण की कार्यवाही पूर्ण कर दी जाएगी। समयावधि में आपत्ति प्राप्त न होने पर कार्यवाही की जाएगी। xyxy=(127,1157,231,1274)
municipal-tender-title: मध्यप्रदेश शासन नगर पालिक निगम, ग्वालियर xyxy=(752,296,904,306)
bvn-column-1: के छात्र-छात्राओं ने इस वर्ष कक्षा 10वीं की बोर्ड परीक्षा में शानदार प्रदर्शन कर विद्यालय का नाम गौरवान्वित किया है। विद्यालय की लावण्या सक्सेना ने 99 प्रतिशत अंक प्राप्त कर सर्वश्रेष्ठ स्थान हासिल किया। पलक ने 94 प्रतिशत, अभिनव सिंह राजावत ने 93 प्रतिशत, देव पाठक ने 92.4 xyxy=(258,578,376,649)
registration-mark-yellow xyxy=(871,1432,901,1442)
notice-date: दिनांक 16.04.2026 xyxy=(150,1090,209,1098)
notice-date: दिनांक 16.04.2026 xyxy=(496,1402,555,1410)
railway-tender-1-sub: ई-टेंडरिंग निविदा सूचना xyxy=(175,706,325,716)
table-row xyxy=(718,433,939,459)
notice-footer xyxy=(818,1400,928,1427)
notice-box xyxy=(124,870,236,1124)
lead-headline-line-1: जिला अस्पताल में प्राइवेट रूम शुरू, डीएम ने xyxy=(8,61,366,87)
notice-body: एतद् द्वारा सर्वसाधारण को सूचित किया जाता है कि नगर निगम ग्वालियर के कर संग्रहण विभाग की ओर से आवेदक द्वारा संपत्ति संख्या का नामांतरण अपने नाम पर कराने हेतु आवेदन प्रस्तुत किया गया है। उक्त संपत्ति पूर्व में मृतक भवन स्वामी के नाम पर दर्ज थी। यदि किसी व्यक्ति को उक्त नामांतरण पर कोई आपत्ति हो तो वह इस सूचना के प्रकाशन के 15 दिवस के अंदर अपनी आपत्ति मय साक्ष्य के संबंधित कार्यालय में प्रस्तुत कर सकता है। निर्धारित अवधि के पश्चात प्राप्त आपत्तियों पर कोई विचार नहीं किया जाएगा तथा नियमानुसार नामांतरण की कार्यवाही पूर्ण कर दी जाएगी। समयावधि में आपत्ति प्राप्त न होने पर कार्यवाही की जाएगी। xyxy=(705,897,809,1014)
notice-footer xyxy=(621,828,719,863)
railway-tender-1-table xyxy=(135,740,365,762)
section-title-highlight: ग्वालियर xyxy=(456,11,536,41)
notice-date: दिनांक 16.04.2026 xyxy=(265,1098,324,1106)
mc-cell: 8,77,551/- xyxy=(815,433,851,459)
railway-tender-1 xyxy=(134,682,366,864)
rail-story-text-1: ग्वालियर। रेलवे सुरक्षा बल ने गुरुवार को दो अलग-अलग मामलों में सराहनीय कार्रवाई की। पहले मामले में न्यायालय द्वारा जारी गिरफ्तारी वारंट के तहत एक आरोपी को गिरफ्तार कर जेल भेजा गया, वहीं दूसरे मामले में ट्रेन में छूटा बैग यात्री को सुरक्षित लौटाया गया। पहली कार्रवाई में टीम ने प्रभारी निरीक्षक नंदकिशोर शर्मा के नेतृत्व में आरोपी को पकड़ा। ट्रेन संख्या 11124 में एक यात्री का लेपटॉप बैग छूट गया था। इसकी सूचना 16 अप्रैल की रात उज्जैन से आरपीएफ को मिली। आरपीएफ ने बैग सुरक्षित कर यात्री को सौंप दिया। यात्री ने आरपीएफ के प्रति आभार व्यक्त किया और बैग वापस लौटाया। xyxy=(502,108,590,303)
notice-applicant: उषा/मोहन सिंह xyxy=(161,1402,197,1410)
notice-subtitle: भवन स्वामी द्वारा जारी xyxy=(9,1143,119,1155)
notice-mobile: मो. 9619378 xyxy=(43,1418,85,1426)
railway-tender-2-cost: अनुमानित लागत: रु. 15475685.16/- xyxy=(375,742,467,749)
section-title xyxy=(318,6,618,40)
notice-address: पता-1756, हजीरा, ग्वालियर xyxy=(489,1114,562,1122)
scindia-headline: केन्द्रीय मंत्री सिंधिया से भिले गुर्जर, ग्रामीण विकास पर हुई चर्चा xyxy=(134,380,420,395)
dps-text: ग्वालियर। देहली पब्लिक एके-डमी के छात्र-छात्राओं ने इस वर्ष कक्षा 10 वीं की बोर्ड परीक्षा में उत्कृष्ट प्रदर्शन करते हुए विद्यालय का नाम गौरवान्वित किया है। विद्यालय परिवार में खुशी और उत्साह का माहौल रहा। विद्यालय के मेधावी विद्यार्थियों में सत्य अंश प्रताप सिंह एवं प्रत्यूष परिहार ने 96.2 प्रतिशत अंक प्राप्त कर सर्वोच्च स्थान हासिल किया। वहीं सत्यम सिंह तोमर ने 95.8 प्रतिशत और धनश्री सिंह ने 95.6 प्रतिशत अंक अर्जित किए। प्राचार्य ने सभी सफल विद्यार्थियों को बधाई देते हुए उनके उज्ज्वल भविष्य की कामना की। xyxy=(8,472,130,595)
green-fields-mobile: मो.नं. 9644644430 xyxy=(598,107,665,118)
ward-features-text: जिला अस्पताल में मरीजों की और बेहतर देखभाल के लिए प्राइवेट वार्ड में विशेष इंफ्रास्ट्रक्चर तैयार किया गया है। जिसमें वातानुकूलित सिंगल बेड के 4 रूम वहीं दो रूम में 4 – 4 बेड की सुविधा दी गई है। इन वार्डों में मरीजों को रूम 300 से 500 रुपए में दिए जाएंगे। xyxy=(315,298,495,338)
notice-footer xyxy=(702,1096,812,1123)
railway-1-header: ई-निविदा सूचना संख्या xyxy=(136,741,243,752)
notice-box xyxy=(355,1130,467,1428)
notice-footer xyxy=(356,1096,466,1123)
notice-applicant: सर्वेश कुमार गोयल/बनवारी लाल गोयल xyxy=(480,1410,571,1418)
notice-footer xyxy=(587,1392,697,1427)
notice-title: नामांकन विज्ञप्ति / आम सूचना xyxy=(587,1131,697,1143)
green-fields-column-1: ग्रीन फील्ड्स हायर सेकेंडरी स्कूल, नाका चंद्रबदनी के विद्यार्थियों ने इस वर्ष बोर्ड परीक्षा में उत्कृष्ट प्रदर्शन कर जिला, शहर एवं विद्यालय का नाम रौशन किया है। परीक्षा परिणाम घोषित होते ही विद्यालय में खुशी और उत्साह का माहौल देखने को मिला। विद्यालय की कक्षा 12वीं की छात्रा सुप्रिया कुमारी ने 96% अंक प्राप्त कर विद्यालय में प्रथम स्थान प्राप्त किया। xyxy=(596,124,706,216)
rail-story-headline: वारंटी गिरफ्तार, बरौनी मेल में छूटा बैग यात्री को लौटाया xyxy=(502,60,590,93)
municipal-tender-ref: क्रमांक 1265/ई.ई./न.नि./2026 ग्वालियर दिनांक 16.04.2026 xyxy=(787,308,935,315)
notice-address: पता-डी.डी. नगर, ग्वालियर xyxy=(840,1114,904,1122)
notice-title: नामांकन विज्ञप्ति / आम सूचना xyxy=(240,1131,350,1143)
notice-title: नामांकन विज्ञप्ति / आम सूचना xyxy=(702,871,812,883)
bvn-caption: भारतीयम विद्या निकेतन विद्यालय xyxy=(134,664,219,673)
notice-subtitle: भवन स्वामी द्वारा जारी xyxy=(471,1143,581,1155)
bvn-mobile: मो.नं. 9644644430 xyxy=(136,650,203,661)
scindia-column-1: दिल्ली प्रवास के दौरान केंद्रीय मंत्री ज्योतिरादित्य सिंधिया से ग्वालियर ग्रामीण विधानसभा के जनसेवक गिर्राज सिंह गुर्जर ने आत्मीय भेंट की। इस दौरान क्षेत्र के विकास एवं जनहित से जुड़े मुद्दों पर विस्तार से चर्चा हुई। गुर्जर ने बताया कि बुनियादी ढांचे, नागरिक सुविधाओं और विकास कार्यों को गति देने पर विशेष रूप xyxy=(134,430,256,512)
notice-box xyxy=(8,1130,120,1428)
notice-subtitle: भवन स्वामी द्वारा जारी xyxy=(702,883,812,895)
notice-date: दिनांक 16.04.2026 xyxy=(496,1098,555,1106)
lead-column-2: तरह विकसित किया जा रहा है कि मध्यम वर्गीय परिवारों को निजी अस्पतालों की ओर न भागना पड़े। कार्यक्रम के दौरान अपर कलेक्टर कुमार सत्यम, मुख्य चिकित्सा एवं स्वास्थ्य अधिकारी डॉ. सचिन श्रीवास्तव, जिला चिकित्सालय के सिविल सर्जन डॉ. आर.के. शर्मा, वरिष्ठ चिकित्सक एवं प्रबंधक राजेश बिरथरिया और अन्य स्वास्थ्य कर्मचारी उपस्थित रहे। xyxy=(134,150,252,242)
notice-footer xyxy=(240,1096,350,1123)
notice-address: पता-सिकंदर कंपू, लश्कर, ग्वालियर xyxy=(137,1410,221,1418)
railway-tender-2-sub: ई-टेंडरिंग निविदा सूचना xyxy=(421,716,565,726)
mc-cell: 1 xyxy=(718,356,730,382)
notice-body: एतद् द्वारा सर्वसाधारण को सूचित किया जाता है कि नगर निगम ग्वालियर के कर संग्रहण विभाग की ओर से आवेदक द्वारा संपत्ति संख्या का नामांतरण अपने नाम पर कराने हेतु आवेदन प्रस्तुत किया गया है। उक्त संपत्ति पूर्व में मृतक भवन स्वामी के नाम पर दर्ज थी। यदि किसी व्यक्ति को उक्त नामांतरण पर कोई आपत्ति हो तो वह इस सूचना के प्रकाशन के 15 दिवस के अंदर अपनी आपत्ति मय साक्ष्य के संबंधित कार्यालय में प्रस्तुत कर सकता है। निर्धारित अवधि के पश्चात प्राप्त आपत्तियों पर कोई विचार नहीं किया जाएगा तथा नियमानुसार नामांतरण की कार्यवाही पूर्ण कर दी जाएगी। समयावधि में आपत्ति प्राप्त न होने पर कार्यवाही की जाएगी। xyxy=(589,897,693,1014)
railway-tender-2 xyxy=(370,682,616,864)
lead-headline xyxy=(8,60,496,118)
railway-tender-2-close: निविदा खुलने की तिथि: 08.05.2026 Time: 15:00 xyxy=(375,766,510,773)
notice-address: पता-थाटीपुर, ग्वालियर xyxy=(730,1418,783,1426)
table-row xyxy=(718,407,939,433)
